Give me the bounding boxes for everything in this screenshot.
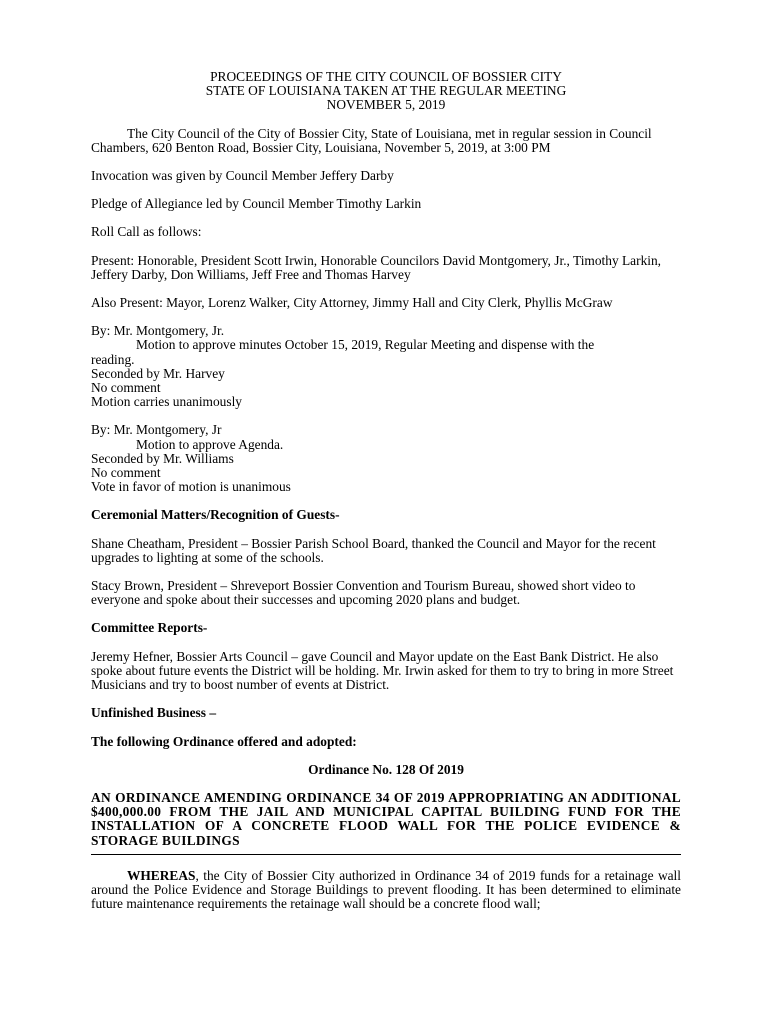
invocation-line: Invocation was given by Council Member Jeffery Darby	[91, 168, 394, 184]
whereas-label: WHEREAS	[127, 867, 196, 883]
motion-text: Motion to approve Agenda.	[136, 436, 284, 452]
ceremonial-heading: Ceremonial Matters/Recognition of Guests-	[91, 507, 340, 523]
motion-by: By: Mr. Montgomery, Jr	[91, 422, 222, 438]
header-line-3: NOVEMBER 5, 2019	[326, 97, 446, 113]
ceremonial-item-1: Shane Cheatham, President – Bossier Parish School Board, thanked the Council and Mayor for the recent upgrades to lighting at some of the schools.	[91, 535, 656, 565]
document-page	[91, 70, 681, 911]
motion-minutes	[91, 324, 681, 409]
present-paragraph: Present: Honorable, President Scott Irwin, Honorable Councilors David Montgomery, Jr., Timothy Larkin, Jeffery Darby, Don Williams, Jeff Free and Thomas Harvey	[91, 252, 662, 282]
roll-call-line: Roll Call as follows:	[91, 224, 202, 240]
document-header	[91, 70, 681, 113]
motion-result: Vote in favor of motion is unanimous	[91, 479, 291, 495]
pledge-line: Pledge of Allegiance led by Council Member Timothy Larkin	[91, 196, 422, 212]
motion-seconded: Seconded by Mr. Williams	[91, 450, 234, 466]
motion-text-cont: reading.	[91, 351, 135, 367]
header-line-2: STATE OF LOUISIANA TAKEN AT THE REGULAR MEETING	[205, 83, 567, 99]
motion-by: By: Mr. Montgomery, Jr.	[91, 323, 225, 339]
motion-agenda	[91, 423, 681, 494]
intro-paragraph: The City Council of the City of Bossier City, State of Louisiana, met in regular session in Council Chambers, 620 Benton Road, Bossier City, Louisiana, November 5, 2019, at 3:00 PM	[91, 125, 652, 155]
committee-heading: Committee Reports-	[91, 620, 208, 636]
whereas-text: , the City of Bossier City authorized in Ordinance 34 of 2019 funds for a retainage wall around the Police Evidence and Storage Buildings to prevent flooding. It has been determined to eliminate future maintenance requirements the retainage wall should be a concrete flood wall;	[91, 867, 681, 912]
also-present-paragraph: Also Present: Mayor, Lorenz Walker, City Attorney, Jimmy Hall and City Clerk, Phyllis McGraw	[91, 295, 613, 311]
ceremonial-item-2: Stacy Brown, President – Shreveport Bossier Convention and Tourism Bureau, showed short video to everyone and spoke about their successes and upcoming 2020 plans and budget.	[91, 578, 636, 608]
motion-text: Motion to approve minutes October 15, 2019, Regular Meeting and dispense with the	[136, 337, 595, 353]
ordinance-number: Ordinance No. 128 Of 2019	[308, 761, 464, 777]
unfinished-heading: Unfinished Business –	[91, 705, 217, 721]
whereas-paragraph	[91, 869, 681, 912]
committee-item-1: Jeremy Hefner, Bossier Arts Council – gave Council and Mayor update on the East Bank District. He also spoke about future events the District will be holding. Mr. Irwin asked for them to try to bring in more Street Musicians and try to boost number of events at District.	[91, 648, 674, 693]
header-line-1: PROCEEDINGS OF THE CITY COUNCIL OF BOSSIER CITY	[210, 69, 562, 84]
motion-comment: No comment	[91, 380, 161, 396]
ordinance-offered-line: The following Ordinance offered and adopted:	[91, 733, 357, 749]
motion-result: Motion carries unanimously	[91, 394, 242, 410]
motion-seconded: Seconded by Mr. Harvey	[91, 365, 225, 381]
ordinance-title: AN ORDINANCE AMENDING ORDINANCE 34 OF 2019 APPROPRIATING AN ADDITIONAL $400,000.00 FROM THE JAIL AND MUNICIPAL CAPITAL BUILDING FUND FOR THE INSTALLATION OF A CONCRETE FLOOD WALL FOR THE POLICE EVIDENCE & STORAGE BUILDINGS	[91, 789, 681, 848]
motion-comment: No comment	[91, 465, 161, 481]
